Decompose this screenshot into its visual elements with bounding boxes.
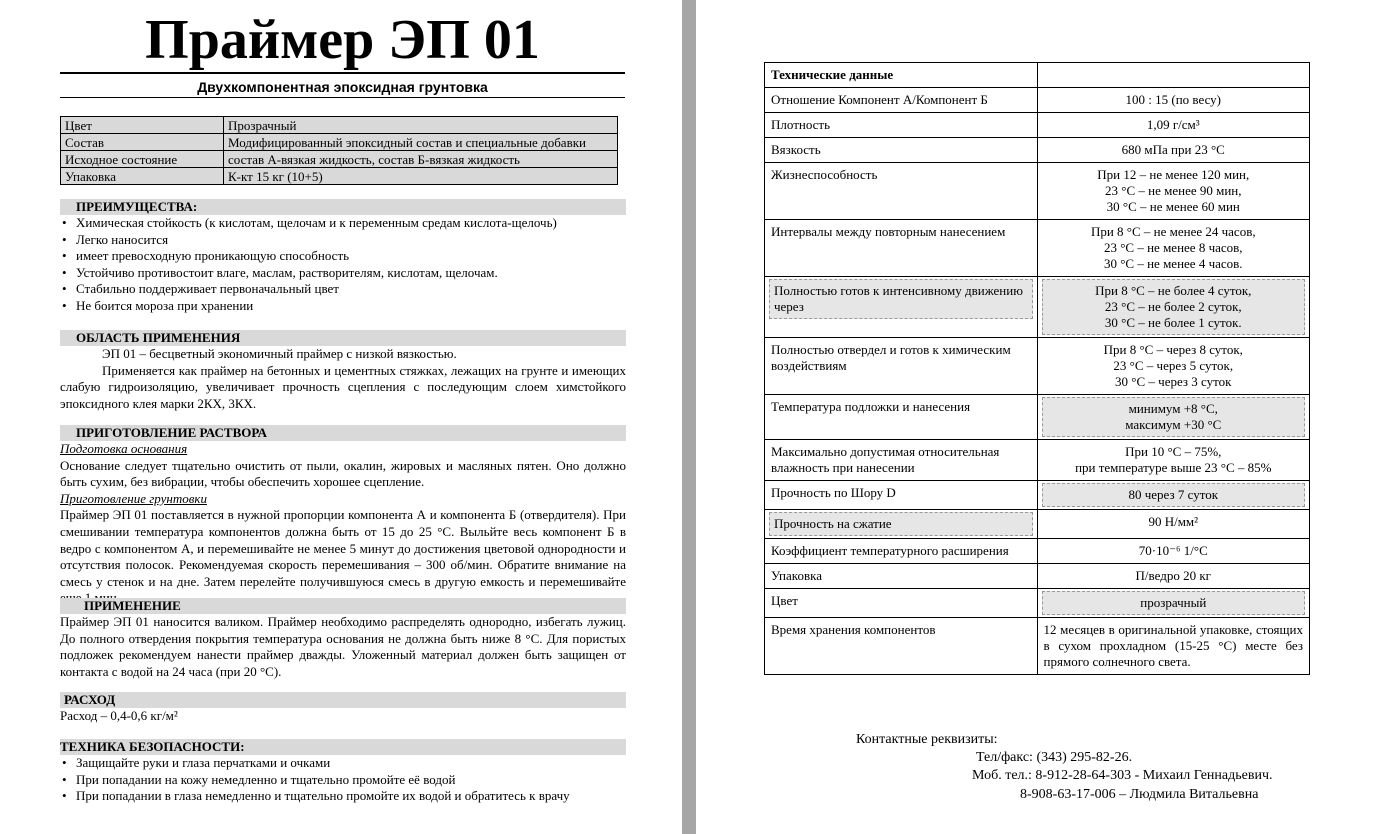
- tech-value-cell: [1037, 481, 1309, 510]
- list-item: • Легко наносится: [60, 232, 626, 249]
- list-item: • Устойчиво противостоит влаге, маслам, растворителям, кислотам, щелочам.: [60, 265, 626, 282]
- property-value: Прозрачный: [224, 117, 618, 134]
- tech-label-cell: [765, 338, 1038, 395]
- tech-value: При 8 °С – не более 4 суток, 23 °С – не более 2 суток, 30 °С – не более 1 суток.: [1042, 279, 1305, 335]
- section-header: ОБЛАСТЬ ПРИМЕНЕНИЯ: [60, 330, 626, 346]
- table-row: [61, 151, 618, 168]
- tech-value: прозрачный: [1042, 591, 1305, 615]
- page-gap: [682, 0, 696, 834]
- tech-value-cell: [1037, 589, 1309, 618]
- document-page-2: [696, 0, 1376, 834]
- tech-label: Вязкость: [771, 142, 821, 157]
- tech-value-cell: [1037, 88, 1309, 113]
- safety-section: [60, 739, 626, 805]
- subheading: Приготовление грунтовки: [60, 490, 207, 506]
- tech-value-cell: [1037, 113, 1309, 138]
- table-row: [765, 338, 1310, 395]
- tech-value-cell: [1037, 63, 1309, 88]
- consumption-section: [60, 692, 626, 725]
- tech-label-cell: [765, 589, 1038, 618]
- tech-label-cell: [765, 618, 1038, 675]
- property-key: Состав: [61, 134, 224, 151]
- tech-value-cell: [1037, 277, 1309, 338]
- tech-value: 80 через 7 суток: [1042, 483, 1305, 507]
- advantages-list: [60, 215, 626, 315]
- list-item: • Стабильно поддерживает первоначальный цвет: [60, 281, 626, 298]
- paragraph: Применяется как праймер на бетонных и цементных стяжках, лежащих на грунте и имеющих слабую гидроизоляцию, увеличивает прочность сцепления с последующим слоем химстойкого эпоксидного клея марки 2КХ, 3КХ.: [60, 362, 626, 411]
- area-section: [60, 330, 626, 412]
- tech-value: При 10 °С – 75%, при температуре выше 23 °С – 85%: [1075, 444, 1272, 475]
- section-header: РАСХОД: [60, 692, 626, 708]
- tech-label: Отношение Компонент А/Компонент Б: [771, 92, 988, 107]
- tech-value: 70·10⁻⁶ 1/°С: [1138, 543, 1208, 558]
- table-row: [765, 138, 1310, 163]
- table-row: [765, 88, 1310, 113]
- table-row: [765, 539, 1310, 564]
- tech-label-cell: [765, 539, 1038, 564]
- tech-value: 90 Н/мм²: [1148, 514, 1199, 529]
- tech-label-cell: [765, 113, 1038, 138]
- table-row: [765, 220, 1310, 277]
- tech-label: Цвет: [771, 593, 798, 608]
- tech-value: минимум +8 °С, максимум +30 °С: [1042, 397, 1305, 437]
- property-key: Цвет: [61, 117, 224, 134]
- contacts-mobile-1: Моб. тел.: 8-912-28-64-303 - Михаил Геннадьевич.: [972, 768, 1273, 783]
- property-key: Упаковка: [61, 168, 224, 185]
- tech-label: Коэффициент температурного расширения: [771, 543, 1009, 558]
- paragraph: Расход – 0,4-0,6 кг/м²: [60, 708, 178, 723]
- property-value: состав А-вязкая жидкость, состав Б-вязкая жидкость: [224, 151, 618, 168]
- tech-label: Полностью готов к интенсивному движению через: [769, 279, 1033, 319]
- tech-label-cell: [765, 395, 1038, 440]
- tech-value: П/ведро 20 кг: [1135, 568, 1211, 583]
- tech-label: Интервалы между повторным нанесением: [771, 224, 1006, 239]
- tech-value: При 8 °С – не менее 24 часов, 23 °С – не менее 8 часов, 30 °С – не менее 4 часов.: [1090, 224, 1256, 271]
- tech-label-cell: [765, 220, 1038, 277]
- table-row: [765, 163, 1310, 220]
- tech-label-cell: [765, 277, 1038, 338]
- paragraph: Праймер ЭП 01 поставляется в нужной пропорции компонента А и компонента Б (отвердителя). При смешивании температура компонентов должна быть от 15 до 25 °С. Выльйте весь компонент Б в ведро с компонентом А, и перемешивайте не менее 5 минут до достижения цветовой однородности и отсутствия полосок. Рекомендуемая скорость перемешивания – 300 об/мин. Обратите внимание на смесь у стенок и на дне. Затем перелейте получившуюся смесь в другую емкость и перемешивайте: [60, 507, 626, 589]
- tech-value-cell: [1037, 618, 1309, 675]
- list-item: • имеет превосходную проникающую способность: [60, 248, 626, 265]
- table-row: [61, 134, 618, 151]
- tech-label: Прочность на сжатие: [769, 512, 1033, 536]
- paragraph: Праймер ЭП 01 наносится валиком. Праймер необходимо распределять однородно, избегать лужиц. До полного отвердения покрытия температура основания не должна быть ниже 8 °С. Для пористых подложек рекомендуем нанести праймер дважды. Уложенный материал должен быть защищен от контакта с водой на 24 часа (при 20 °С).: [60, 614, 626, 679]
- document-page-1: [0, 0, 682, 834]
- table-row: [765, 564, 1310, 589]
- tech-label: Максимально допустимая относительная влажность при нанесении: [771, 444, 1000, 475]
- tech-value-cell: [1037, 564, 1309, 589]
- tech-label: Упаковка: [771, 568, 822, 583]
- tech-value: 1,09 г/см³: [1146, 117, 1200, 132]
- section-header: ТЕХНИКА БЕЗОПАСНОСТИ:: [60, 739, 626, 755]
- advantages-section: [60, 199, 626, 315]
- tech-value: 100 : 15 (по весу): [1125, 92, 1221, 107]
- section-header: ПРИМЕНЕНИЕ: [60, 598, 626, 614]
- list-item: • Не боится мороза при хранении: [60, 298, 626, 315]
- tech-label: Жизнеспособность: [771, 167, 878, 182]
- application-section: [60, 598, 626, 680]
- table-row: [765, 395, 1310, 440]
- title-rule-bottom: [60, 97, 625, 98]
- tech-value: При 12 – не менее 120 мин, 23 °С – не менее 90 мин, 30 °С – не менее 60 мин: [1097, 167, 1250, 214]
- tech-label: Прочность по Шору D: [771, 485, 896, 500]
- tech-value-cell: [1037, 539, 1309, 564]
- properties-table: [60, 116, 618, 185]
- technical-data-table: [764, 62, 1310, 675]
- table-row: [765, 63, 1310, 88]
- paragraph: Основание следует тщательно очистить от пыли, окалин, жировых и масляных пятен. Оно должно быть сухим, без вибрации, чтобы обеспечить хорошее сцепление.: [60, 457, 626, 490]
- table-row: [765, 440, 1310, 481]
- tech-value: 680 мПа при 23 °С: [1121, 142, 1225, 157]
- tech-value: 12 месяцев в оригинальной упаковке, стоящих в сухом прохладном (15-25 °С) месте без прямого солнечного света.: [1043, 622, 1303, 669]
- table-row: [765, 618, 1310, 675]
- tech-label-cell: [765, 564, 1038, 589]
- preparation-section: [60, 425, 626, 607]
- list-item: • При попадании на кожу немедленно и тщательно промойте её водой: [60, 772, 626, 789]
- section-header: ПРИГОТОВЛЕНИЕ РАСТВОРА: [60, 425, 626, 441]
- tech-label: Температура подложки и нанесения: [771, 399, 971, 414]
- tech-value-cell: [1037, 220, 1309, 277]
- tech-label: Плотность: [771, 117, 831, 132]
- section-header: ПРЕИМУЩЕСТВА:: [60, 199, 626, 215]
- tech-label: Полностью отвердел и готов к химическим воздействиям: [771, 342, 1011, 373]
- tech-label-cell: [765, 88, 1038, 113]
- subheading: Подготовка основания: [60, 441, 188, 456]
- table-row: [765, 113, 1310, 138]
- tech-label-cell: [765, 163, 1038, 220]
- tech-label-cell: [765, 510, 1038, 539]
- title-rule-top: [60, 72, 625, 74]
- tech-label-cell: [765, 63, 1038, 88]
- property-value: К-кт 15 кг (10+5): [224, 168, 618, 185]
- contacts-mobile-2: 8-908-63-17-006 – Людмила Витальевна: [1020, 787, 1259, 802]
- paragraph: ЭП 01 – бесцветный экономичный праймер с низкой вязкостью.: [102, 346, 457, 361]
- table-row: [765, 510, 1310, 539]
- tech-value-cell: [1037, 395, 1309, 440]
- contacts-title: Контактные реквизиты:: [856, 732, 998, 747]
- tech-value-cell: [1037, 138, 1309, 163]
- table-row: [765, 589, 1310, 618]
- table-row: [61, 117, 618, 134]
- property-key: Исходное состояние: [61, 151, 224, 168]
- document-title: Праймер ЭП 01: [145, 9, 540, 71]
- list-item: • Защищайте руки и глаза перчатками и очками: [60, 755, 626, 772]
- tech-value-cell: [1037, 440, 1309, 481]
- list-item: • При попадании в глаза немедленно и тщательно промойте их водой и обратитесь к врачу: [60, 788, 626, 805]
- tech-label-cell: [765, 138, 1038, 163]
- list-item: • Химическая стойкость (к кислотам, щелочам и к переменным средам кислота-щелочь): [60, 215, 626, 232]
- document-subtitle: Двухкомпонентная эпоксидная грунтовка: [197, 79, 488, 95]
- tech-value-cell: [1037, 163, 1309, 220]
- tech-label: Технические данные: [771, 67, 894, 82]
- table-row: [765, 481, 1310, 510]
- table-row: [61, 168, 618, 185]
- contacts-phone: Тел/факс: (343) 295-82-26.: [976, 750, 1133, 765]
- safety-list: [60, 755, 626, 805]
- tech-label-cell: [765, 481, 1038, 510]
- table-row: [765, 277, 1310, 338]
- tech-value-cell: [1037, 510, 1309, 539]
- tech-label: Время хранения компонентов: [771, 622, 936, 637]
- tech-value: При 8 °С – через 8 суток, 23 °С – через 5 суток, 30 °С – через 3 суток: [1103, 342, 1243, 389]
- tech-value-cell: [1037, 338, 1309, 395]
- tech-label-cell: [765, 440, 1038, 481]
- property-value: Модифицированный эпоксидный состав и специальные добавки: [224, 134, 618, 151]
